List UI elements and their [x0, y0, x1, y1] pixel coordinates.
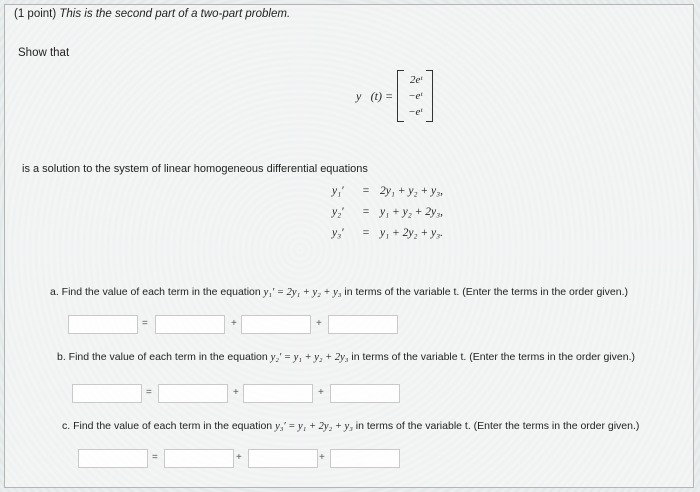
- header-text: This is the second part of a two-part problem.: [59, 8, 291, 20]
- part-b-term-1-input[interactable]: [72, 384, 142, 403]
- part-b-plus-2: +: [318, 387, 324, 398]
- system-eq-2: y₂′ = y₁ + y₂ + 2y₃,: [332, 206, 443, 218]
- part-b-term-2-input[interactable]: [158, 384, 228, 403]
- left-bracket: [397, 70, 404, 122]
- part-a-term-1-input[interactable]: [68, 315, 138, 334]
- right-bracket: [426, 70, 433, 122]
- solution-vector: [356, 70, 433, 122]
- points-label: (1 point): [14, 8, 57, 20]
- system-eq-1: y₁′ = 2y₁ + y₂ + y₃,: [332, 185, 443, 197]
- system-eq-3: y₃′ = y₁ + 2y₂ + y₃.: [332, 227, 443, 239]
- part-c-term-3-input[interactable]: [248, 449, 318, 468]
- part-c-plus-1: +: [236, 452, 242, 463]
- vector-entry-3: −eᵗ: [408, 106, 423, 118]
- part-a-plus-1: +: [231, 318, 237, 329]
- part-a-term-4-input[interactable]: [328, 315, 398, 334]
- part-a-plus-2: +: [316, 318, 322, 329]
- vector-matrix: [397, 70, 433, 122]
- part-c-question: c. Find the value of each term in the equation y₃′ = y₁ + 2y₂ + y₃ in terms of the variable t. (Enter the terms in the order given.): [62, 420, 640, 432]
- vector-lhs: y⃗(t) =: [356, 88, 394, 103]
- part-a-term-2-input[interactable]: [155, 315, 225, 334]
- part-c-term-2-input[interactable]: [164, 449, 234, 468]
- part-a-question: a. Find the value of each term in the equation y₁′ = 2y₁ + y₂ + y₃ in terms of the variable t. (Enter the terms in the order given.): [50, 286, 628, 298]
- vector-entry-1: 2eᵗ: [410, 74, 423, 86]
- part-c-plus-2: +: [319, 452, 325, 463]
- part-c-term-4-input[interactable]: [330, 449, 400, 468]
- part-a-equals: =: [142, 318, 148, 329]
- part-c-equals: =: [152, 452, 158, 463]
- part-b-term-4-input[interactable]: [330, 384, 400, 403]
- solution-statement: is a solution to the system of linear homogeneous differential equations: [22, 163, 368, 175]
- part-b-term-3-input[interactable]: [243, 384, 313, 403]
- show-that-label: Show that: [18, 47, 70, 59]
- problem-header: [14, 8, 290, 20]
- part-b-question: b. Find the value of each term in the equation y₂′ = y₁ + y₂ + 2y₃ in terms of the variable t. (Enter the terms in the order given.): [57, 351, 635, 363]
- part-c-term-1-input[interactable]: [78, 449, 148, 468]
- vector-entry-2: −eᵗ: [408, 90, 423, 102]
- part-b-plus-1: +: [233, 387, 239, 398]
- problem-panel: [4, 4, 694, 488]
- part-a-term-3-input[interactable]: [241, 315, 311, 334]
- part-b-equals: =: [146, 387, 152, 398]
